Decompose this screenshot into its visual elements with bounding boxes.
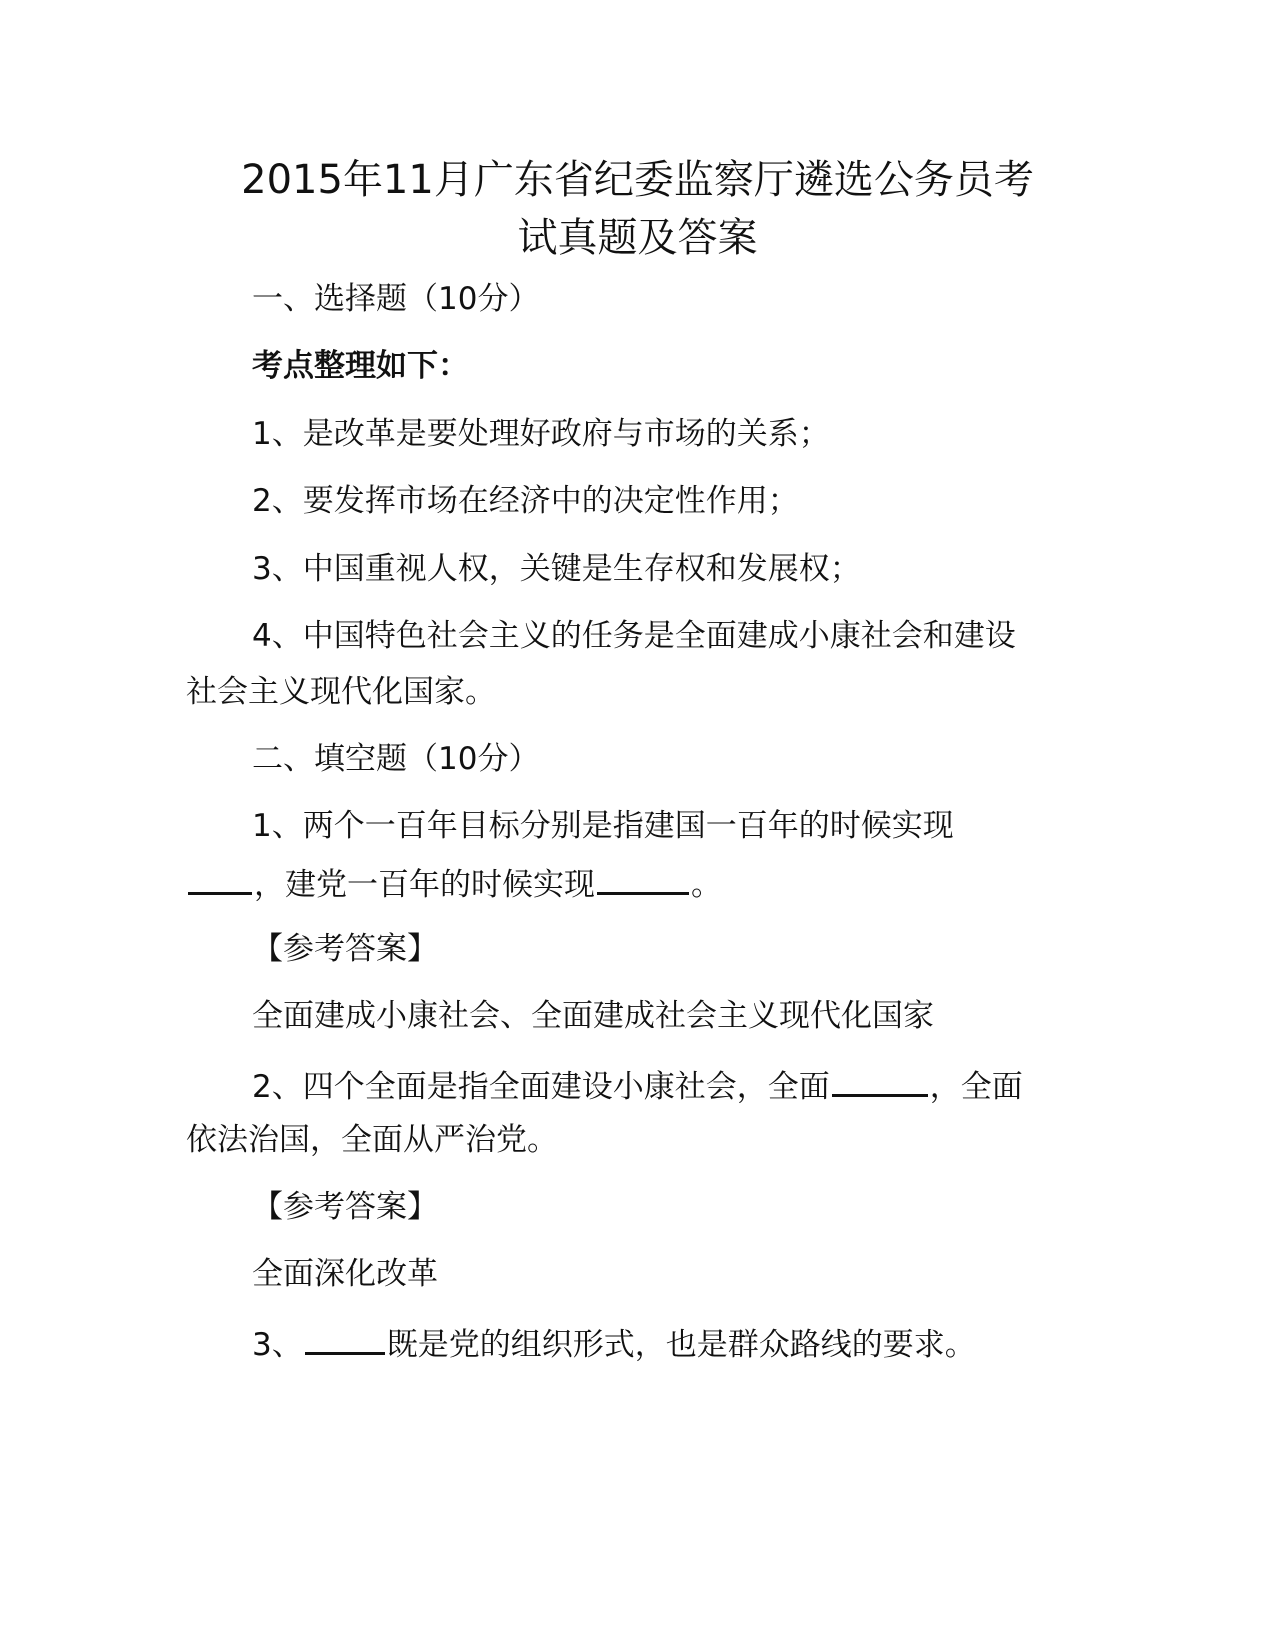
answer-2: 全面深化改革 xyxy=(252,1256,438,1292)
question-3-number: 3、 xyxy=(252,1327,303,1363)
key-point-1: 1、是改革是要处理好政府与市场的关系； xyxy=(252,416,830,452)
key-point-4-line-2: 社会主义现代化国家。 xyxy=(186,674,496,710)
answer-blank xyxy=(832,1064,928,1097)
answer-blank xyxy=(597,862,689,895)
key-points-heading: 考点整理如下： xyxy=(252,348,469,384)
answer-label-1: 【参考答案】 xyxy=(252,931,438,967)
section-2-heading: 二、填空题（10分） xyxy=(252,741,540,777)
question-1-end: 。 xyxy=(691,867,722,903)
answer-label-2: 【参考答案】 xyxy=(252,1189,438,1225)
key-point-4-line-1: 4、中国特色社会主义的任务是全面建成小康社会和建设 xyxy=(252,618,1016,654)
document-title-line-1: 2015年11月广东省纪委监察厅遴选公务员考 xyxy=(241,157,1034,203)
document-title-line-2: 试真题及答案 xyxy=(517,215,758,261)
answer-1: 全面建成小康社会、全面建成社会主义现代化国家 xyxy=(252,998,934,1034)
section-1-heading: 一、选择题（10分） xyxy=(252,281,540,317)
key-point-3: 3、中国重视人权，关键是生存权和发展权； xyxy=(252,551,861,587)
key-point-2: 2、要发挥市场在经济中的决定性作用； xyxy=(252,483,799,519)
question-1-text: ，建党一百年的时候实现 xyxy=(254,867,595,903)
answer-blank xyxy=(305,1322,385,1355)
question-2-text: 2、四个全面是指全面建设小康社会，全面 xyxy=(252,1069,830,1105)
answer-blank xyxy=(188,862,252,895)
question-2-line-1 xyxy=(252,1064,1023,1107)
question-2-text-end: ，全面 xyxy=(929,1069,1023,1105)
question-3-text: 既是党的组织形式，也是群众路线的要求。 xyxy=(386,1327,976,1363)
question-1-line-1: 1、两个一百年目标分别是指建国一百年的时候实现 xyxy=(252,808,954,844)
question-2-line-2: 依法治国，全面从严治党。 xyxy=(186,1122,558,1158)
question-1-line-2 xyxy=(186,862,722,905)
question-3 xyxy=(252,1322,976,1365)
